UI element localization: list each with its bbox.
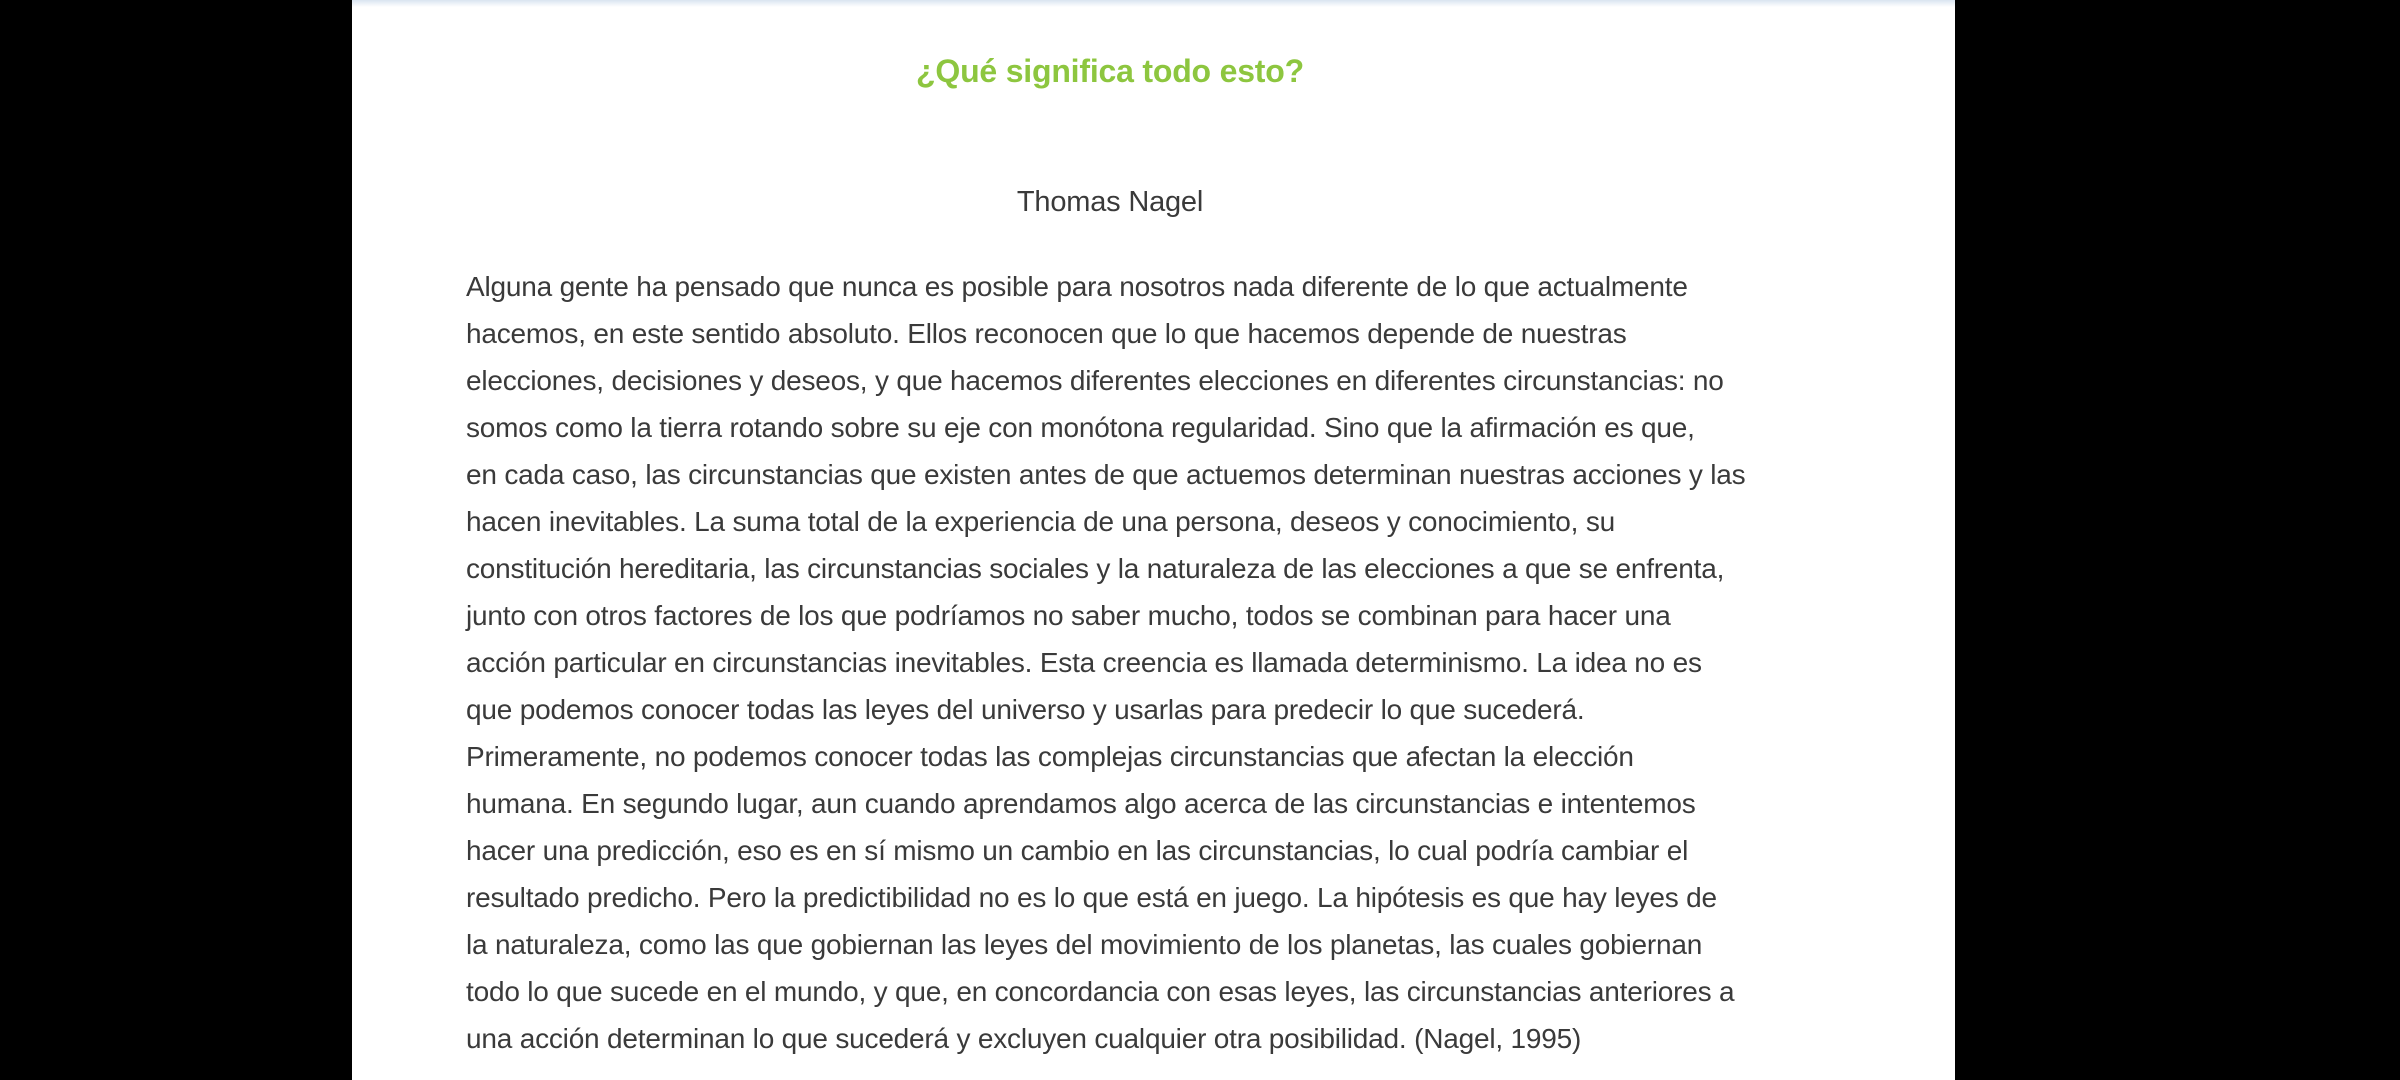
page-top-edge: [352, 0, 1955, 7]
paragraph-line: la naturaleza, como las que gobiernan las leyes del movimiento de los planetas, las cuales gobiernan: [466, 929, 1703, 960]
paragraph-line: junto con otros factores de los que podríamos no saber mucho, todos se combinan para hacer una: [466, 600, 1671, 631]
paragraph-line: hacer una predicción, eso es en sí mismo un cambio en las circunstancias, lo cual podría cambiar el: [466, 835, 1689, 866]
body-paragraph: [466, 263, 1911, 1062]
paragraph-line: humana. En segundo lugar, aun cuando aprendamos algo acerca de las circunstancias e intentemos: [466, 788, 1696, 819]
paragraph-line: constitución hereditaria, las circunstancias sociales y la naturaleza de las elecciones a que se enfrenta,: [466, 553, 1725, 584]
paragraph-line: elecciones, decisiones y deseos, y que hacemos diferentes elecciones en diferentes circunstancias: no: [466, 365, 1724, 396]
paragraph-line: que podemos conocer todas las leyes del universo y usarlas para predecir lo que sucederá.: [466, 694, 1585, 725]
paragraph-line: acción particular en circunstancias inevitables. Esta creencia es llamada determinismo. La idea no es: [466, 647, 1702, 678]
paragraph-line: hacemos, en este sentido absoluto. Ellos reconocen que lo que hacemos depende de nuestras: [466, 318, 1627, 349]
right-letterbox-band: [1955, 0, 2400, 1080]
paragraph-line: en cada caso, las circunstancias que existen antes de que actuemos determinan nuestras acciones y las: [466, 459, 1746, 490]
heading-block: [466, 48, 1754, 226]
author-name: Thomas Nagel: [1016, 186, 1204, 218]
paragraph-line: resultado predicho. Pero la predictibilidad no es lo que está en juego. La hipótesis es que hay leyes de: [466, 882, 1717, 913]
paragraph-line: somos como la tierra rotando sobre su eje con monótona regularidad. Sino que la afirmación es que,: [466, 412, 1695, 443]
document-content: [466, 7, 1911, 1062]
paragraph-line: Alguna gente ha pensado que nunca es posible para nosotros nada diferente de lo que actualmente: [466, 271, 1688, 302]
paragraph-line: hacen inevitables. La suma total de la experiencia de una persona, deseos y conocimiento, su: [466, 506, 1616, 537]
paragraph-line: todo lo que sucede en el mundo, y que, en concordancia con esas leyes, las circunstancias anteriores a: [466, 976, 1735, 1007]
document-title: ¿Qué significa todo esto?: [916, 53, 1304, 89]
left-letterbox-band: [0, 0, 352, 1080]
paragraph-line: una acción determinan lo que sucederá y excluyen cualquier otra posibilidad. (Nagel, 1995): [466, 1023, 1582, 1054]
document-page: [352, 0, 1955, 1080]
paragraph-line: Primeramente, no podemos conocer todas las complejas circunstancias que afectan la elección: [466, 741, 1634, 772]
